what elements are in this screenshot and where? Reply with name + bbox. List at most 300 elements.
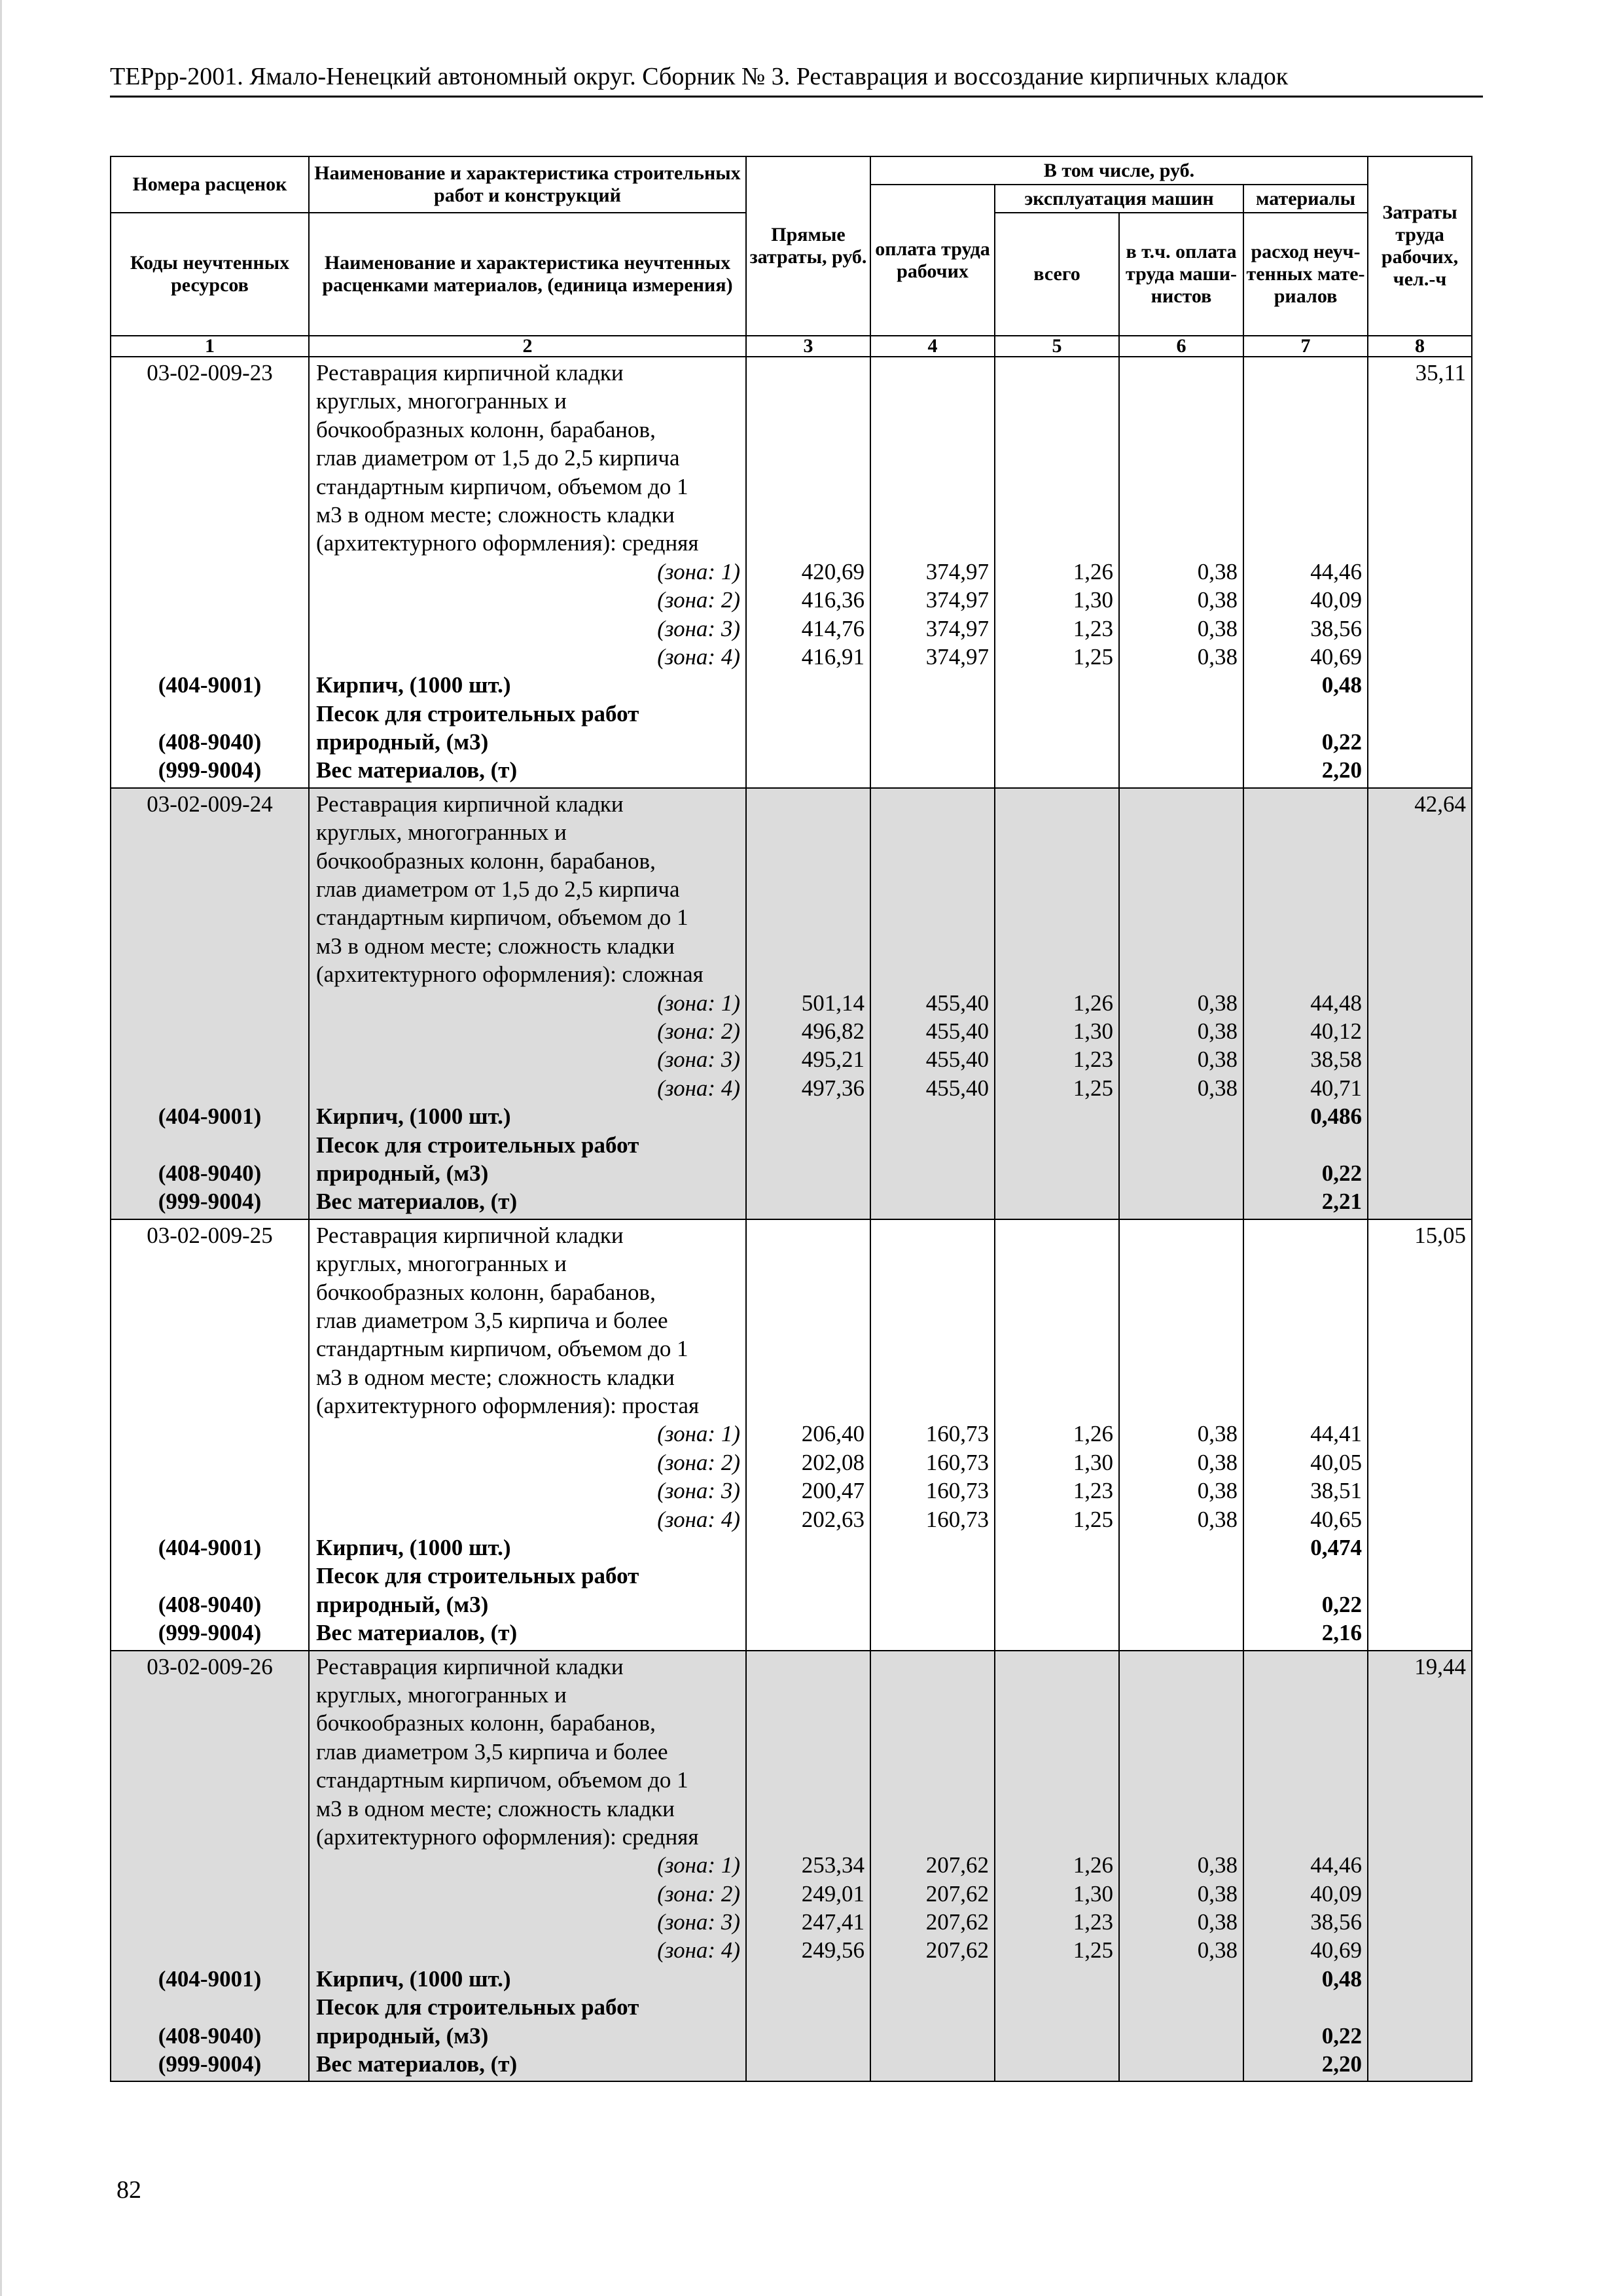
description-line: круглых, многогранных и — [316, 819, 567, 846]
wages-value: 207,62 — [925, 1909, 989, 1935]
labor-cell — [1368, 1651, 1472, 2082]
description-line: м3 в одном месте; сложность кладки — [316, 933, 675, 959]
description-line: (архитектурного оформления): простая — [316, 1393, 700, 1419]
direct-cost-cell — [746, 1651, 870, 2082]
spacer — [111, 643, 308, 671]
direct-cost: 414,76 — [801, 615, 865, 641]
rate-description-cell — [309, 788, 746, 1219]
machines-value: 1,23 — [1073, 1047, 1113, 1073]
resource-name: природный, (м3) — [316, 2022, 489, 2049]
resource-code: (408-9040) — [158, 1591, 262, 1617]
spacer — [995, 875, 1113, 903]
labor-value: 15,05 — [1414, 1222, 1467, 1248]
header-materials: материалы — [1243, 185, 1368, 213]
resource-name: Кирпич, (1000 шт.) — [316, 672, 511, 698]
spacer — [111, 1908, 308, 1936]
materials-value: 40,65 — [1310, 1506, 1363, 1532]
spacer — [871, 359, 989, 387]
header-including: В том числе, руб. — [870, 156, 1368, 185]
wages-value: 455,40 — [925, 1018, 989, 1044]
machines-value: 1,30 — [1073, 1018, 1113, 1044]
spacer — [1120, 473, 1238, 501]
rate-description-cell — [309, 1651, 746, 2082]
description-line: бочкообразных колонн, барабанов, — [316, 848, 656, 874]
spacer — [111, 1738, 308, 1766]
spacer — [871, 501, 989, 529]
resource-amount: 0,486 — [1310, 1103, 1363, 1130]
spacer — [871, 1335, 989, 1363]
spacer — [111, 960, 308, 988]
spacer — [111, 1045, 308, 1073]
machinist-value: 0,38 — [1197, 1018, 1238, 1044]
spacer — [1244, 1823, 1362, 1851]
zone-label: (зона: 2) — [657, 1018, 740, 1044]
resource-amount: 2,16 — [1321, 1620, 1363, 1646]
spacer — [995, 1363, 1113, 1391]
resource-name: Кирпич, (1000 шт.) — [316, 1103, 511, 1130]
spacer — [1244, 1391, 1362, 1420]
spacer — [1244, 1795, 1362, 1823]
machines-value: 1,30 — [1073, 1449, 1113, 1475]
spacer — [1244, 1993, 1362, 2021]
resource-name: Песок для строительных работ — [316, 1994, 639, 2020]
machines-value-cell — [995, 357, 1119, 788]
spacer — [1120, 875, 1238, 903]
spacer — [111, 1681, 308, 1709]
spacer — [995, 1653, 1113, 1681]
column-number: 8 — [1368, 336, 1472, 357]
zone-label: (зона: 3) — [657, 615, 740, 641]
direct-cost-cell — [746, 788, 870, 1219]
direct-cost: 200,47 — [801, 1478, 865, 1504]
machinist-value: 0,38 — [1197, 558, 1238, 584]
column-number: 4 — [870, 336, 995, 357]
machinist-value: 0,38 — [1197, 1506, 1238, 1532]
spacer — [747, 473, 865, 501]
spacer — [111, 1880, 308, 1908]
machinist-value: 0,38 — [1197, 1421, 1238, 1447]
spacer — [1120, 932, 1238, 960]
header-rate-numbers: Номера расценок — [111, 156, 309, 213]
direct-cost: 416,91 — [801, 643, 865, 670]
wages-value: 374,97 — [925, 587, 989, 613]
spacer — [1120, 1709, 1238, 1737]
spacer — [995, 416, 1113, 444]
spacer — [111, 1795, 308, 1823]
spacer — [747, 416, 865, 444]
description-line: (архитектурного оформления): средняя — [316, 1823, 699, 1850]
spacer — [1120, 359, 1238, 387]
machinist-value: 0,38 — [1197, 643, 1238, 670]
resource-code: (999-9004) — [158, 2051, 262, 2077]
spacer — [1120, 1306, 1238, 1335]
resource-code: (404-9001) — [158, 1103, 262, 1130]
resource-amount: 0,22 — [1321, 729, 1363, 755]
column-number: 5 — [995, 336, 1119, 357]
spacer — [1244, 903, 1362, 931]
spacer — [1244, 1681, 1362, 1709]
wages-value: 160,73 — [925, 1506, 989, 1532]
machinist-value: 0,38 — [1197, 615, 1238, 641]
machinist-value: 0,38 — [1197, 1937, 1238, 1964]
zone-label: (зона: 4) — [657, 1506, 740, 1532]
machines-value: 1,23 — [1073, 1909, 1113, 1935]
rate-code-cell — [111, 788, 309, 1219]
direct-cost: 206,40 — [801, 1421, 865, 1447]
materials-value: 44,46 — [1310, 558, 1363, 584]
materials-value: 40,12 — [1310, 1018, 1363, 1044]
description-line: бочкообразных колонн, барабанов, — [316, 416, 656, 442]
spacer — [995, 473, 1113, 501]
spacer — [111, 1709, 308, 1737]
machines-value: 1,25 — [1073, 1506, 1113, 1532]
wages-value: 207,62 — [925, 1852, 989, 1878]
spacer — [871, 1709, 989, 1737]
spacer — [1120, 818, 1238, 846]
spacer — [995, 1681, 1113, 1709]
materials-value-cell — [1243, 788, 1368, 1219]
zone-label: (зона: 3) — [657, 1047, 740, 1073]
materials-value: 40,69 — [1310, 643, 1363, 670]
wages-value: 160,73 — [925, 1449, 989, 1475]
spacer — [747, 903, 865, 931]
resource-amount: 0,474 — [1310, 1535, 1363, 1561]
column-number: 1 — [111, 336, 309, 357]
labor-value: 35,11 — [1415, 360, 1467, 386]
spacer — [111, 501, 308, 529]
spacer — [747, 1766, 865, 1794]
description-line: стандартным кирпичом, объемом до 1 — [316, 1336, 688, 1362]
labor-value: 19,44 — [1414, 1653, 1467, 1679]
resource-amount: 0,22 — [1321, 2022, 1363, 2049]
spacer — [871, 1681, 989, 1709]
zone-label: (зона: 3) — [657, 1478, 740, 1504]
spacer — [871, 875, 989, 903]
spacer — [111, 932, 308, 960]
spacer — [871, 1249, 989, 1278]
spacer — [1244, 1131, 1362, 1159]
wages-value-cell — [870, 357, 995, 788]
machines-value: 1,23 — [1073, 615, 1113, 641]
resource-name: природный, (м3) — [316, 1160, 489, 1186]
zone-label: (зона: 1) — [657, 1421, 740, 1447]
spacer — [747, 960, 865, 988]
spacer — [1244, 501, 1362, 529]
resource-amount: 0,22 — [1321, 1591, 1363, 1617]
direct-cost: 253,34 — [801, 1852, 865, 1878]
spacer — [995, 1221, 1113, 1249]
spacer — [747, 1278, 865, 1306]
spacer — [871, 932, 989, 960]
labor-value: 42,64 — [1414, 791, 1467, 817]
description-line: Реставрация кирпичной кладки — [316, 1222, 624, 1248]
spacer — [1120, 847, 1238, 875]
resource-amount: 2,20 — [1321, 2051, 1363, 2077]
spacer — [1120, 387, 1238, 415]
resource-name: Кирпич, (1000 шт.) — [316, 1535, 511, 1561]
spacer — [111, 615, 308, 643]
spacer — [995, 1795, 1113, 1823]
spacer — [871, 847, 989, 875]
rate-description-cell — [309, 357, 746, 788]
spacer — [1120, 1278, 1238, 1306]
spacer — [995, 444, 1113, 472]
description-line: круглых, многогранных и — [316, 1681, 567, 1708]
zone-label: (зона: 4) — [657, 643, 740, 670]
materials-value-cell — [1243, 1651, 1368, 2082]
spacer — [111, 558, 308, 586]
resource-name: Вес материалов, (т) — [316, 757, 518, 783]
spacer — [1244, 1709, 1362, 1737]
table-row — [111, 357, 1472, 788]
spacer — [995, 529, 1113, 557]
wages-value: 455,40 — [925, 1075, 989, 1101]
materials-value: 44,46 — [1310, 1852, 1363, 1878]
description-line: Реставрация кирпичной кладки — [316, 1653, 624, 1679]
spacer — [1120, 529, 1238, 557]
description-line: глав диаметром 3,5 кирпича и более — [316, 1307, 668, 1333]
rate-block — [111, 788, 1472, 1219]
spacer — [747, 1795, 865, 1823]
spacer — [1244, 790, 1362, 818]
spacer — [1244, 1738, 1362, 1766]
spacer — [1120, 1391, 1238, 1420]
resource-name: Песок для строительных работ — [316, 1132, 639, 1158]
description-line: стандартным кирпичом, объемом до 1 — [316, 905, 688, 931]
spacer — [747, 1335, 865, 1363]
zone-label: (зона: 4) — [657, 1075, 740, 1101]
spacer — [995, 1249, 1113, 1278]
description-line: м3 в одном месте; сложность кладки — [316, 501, 675, 528]
spacer — [871, 960, 989, 988]
resource-code: (999-9004) — [158, 757, 262, 783]
materials-value: 40,09 — [1310, 1880, 1363, 1907]
spacer — [871, 473, 989, 501]
header-rule — [110, 96, 1483, 98]
machines-value-cell — [995, 1651, 1119, 2082]
description-line: Реставрация кирпичной кладки — [316, 360, 624, 386]
spacer — [871, 444, 989, 472]
spacer — [995, 960, 1113, 988]
zone-label: (зона: 2) — [657, 587, 740, 613]
zone-label: (зона: 1) — [657, 990, 740, 1016]
spacer — [995, 903, 1113, 931]
materials-value: 40,09 — [1310, 587, 1363, 613]
column-number: 2 — [309, 336, 746, 357]
spacer — [747, 847, 865, 875]
spacer — [1120, 1681, 1238, 1709]
resource-amount: 0,48 — [1321, 1965, 1363, 1992]
spacer — [1244, 847, 1362, 875]
spacer — [995, 932, 1113, 960]
rate-code-cell — [111, 357, 309, 788]
spacer — [871, 1391, 989, 1420]
spacer — [871, 1823, 989, 1851]
resource-name: Песок для строительных работ — [316, 700, 639, 726]
spacer — [871, 1738, 989, 1766]
machinist-value: 0,38 — [1197, 1880, 1238, 1907]
spacer — [995, 387, 1113, 415]
spacer — [1120, 444, 1238, 472]
spacer — [747, 501, 865, 529]
resource-name: Вес материалов, (т) — [316, 2051, 518, 2077]
spacer — [1244, 1562, 1362, 1590]
spacer — [1244, 387, 1362, 415]
spacer — [1244, 1249, 1362, 1278]
direct-cost: 420,69 — [801, 558, 865, 584]
zone-label: (зона: 1) — [657, 1852, 740, 1878]
spacer — [1120, 1249, 1238, 1278]
spacer — [1120, 1221, 1238, 1249]
spacer — [111, 387, 308, 415]
spacer — [871, 1278, 989, 1306]
spacer — [747, 1391, 865, 1420]
materials-value: 44,41 — [1310, 1421, 1363, 1447]
spacer — [111, 586, 308, 614]
spacer — [995, 1766, 1113, 1794]
description-line: м3 в одном месте; сложность кладки — [316, 1795, 675, 1821]
spacer — [111, 700, 308, 728]
spacer — [747, 1681, 865, 1709]
description-line: (архитектурного оформления): средняя — [316, 530, 699, 556]
description-line: бочкообразных колонн, барабанов, — [316, 1710, 656, 1736]
spacer — [1244, 416, 1362, 444]
spacer — [747, 1363, 865, 1391]
spacer — [111, 1562, 308, 1590]
spacer — [1244, 444, 1362, 472]
machinist-value: 0,38 — [1197, 1449, 1238, 1475]
spacer — [747, 875, 865, 903]
machinist-value: 0,38 — [1197, 990, 1238, 1016]
resource-code: (408-9040) — [158, 1160, 262, 1186]
spacer — [871, 529, 989, 557]
spacer — [111, 1766, 308, 1794]
table-row — [111, 1651, 1472, 2082]
machines-value: 1,26 — [1073, 990, 1113, 1016]
table-row — [111, 1219, 1472, 1651]
wages-value: 160,73 — [925, 1478, 989, 1504]
column-number: 7 — [1243, 336, 1368, 357]
spacer — [111, 529, 308, 557]
spacer — [747, 1653, 865, 1681]
spacer — [1244, 1306, 1362, 1335]
spacer — [1244, 818, 1362, 846]
spacer — [747, 1221, 865, 1249]
spacer — [1120, 1653, 1238, 1681]
description-line: глав диаметром от 1,5 до 2,5 кирпича — [316, 876, 680, 903]
spacer — [747, 359, 865, 387]
spacer — [871, 1306, 989, 1335]
wages-value: 207,62 — [925, 1880, 989, 1907]
header-labor-costs: Затраты труда рабочих, чел.-ч — [1368, 156, 1472, 336]
machinist-value: 0,38 — [1197, 1075, 1238, 1101]
zone-label: (зона: 4) — [657, 1937, 740, 1964]
header-total: всего — [995, 213, 1119, 336]
rate-code-cell — [111, 1651, 309, 2082]
spacer — [111, 1249, 308, 1278]
spacer — [747, 818, 865, 846]
direct-cost: 497,36 — [801, 1075, 865, 1101]
materials-value: 40,71 — [1310, 1075, 1363, 1101]
page-number: 82 — [116, 2176, 141, 2204]
spacer — [1120, 903, 1238, 931]
spacer — [871, 1766, 989, 1794]
column-number: 3 — [746, 336, 870, 357]
direct-cost: 202,08 — [801, 1449, 865, 1475]
spacer — [111, 875, 308, 903]
spacer — [1244, 932, 1362, 960]
spacer — [871, 416, 989, 444]
rate-code: 03-02-009-25 — [147, 1222, 273, 1248]
spacer — [747, 1249, 865, 1278]
resource-amount: 2,21 — [1321, 1189, 1363, 1215]
spacer — [995, 1391, 1113, 1420]
machinist-value: 0,38 — [1197, 1852, 1238, 1878]
wages-value: 160,73 — [925, 1421, 989, 1447]
spacer — [1120, 501, 1238, 529]
resource-name: Вес материалов, (т) — [316, 1620, 518, 1646]
spacer — [111, 473, 308, 501]
machinist-value-cell — [1119, 788, 1243, 1219]
spacer — [995, 847, 1113, 875]
spacer — [1120, 1738, 1238, 1766]
materials-value: 38,56 — [1310, 615, 1363, 641]
spacer — [995, 1823, 1113, 1851]
header-material-name: Наименование и характеристика неучтенных расценками материалов, (единица измерения) — [309, 213, 746, 336]
rate-description-cell — [309, 1219, 746, 1651]
machines-value: 1,30 — [1073, 1880, 1113, 1907]
spacer — [111, 1131, 308, 1159]
direct-cost: 416,36 — [801, 587, 865, 613]
resource-code: (999-9004) — [158, 1189, 262, 1215]
spacer — [111, 903, 308, 931]
column-number: 6 — [1119, 336, 1243, 357]
labor-cell — [1368, 788, 1472, 1219]
description-line: (архитектурного оформления): сложная — [316, 961, 704, 988]
spacer — [995, 1738, 1113, 1766]
resource-code: (404-9001) — [158, 1535, 262, 1561]
spacer — [995, 1335, 1113, 1363]
spacer — [1120, 1363, 1238, 1391]
rate-code: 03-02-009-26 — [147, 1653, 273, 1679]
description-line: круглых, многогранных и — [316, 1251, 567, 1277]
direct-cost-cell — [746, 1219, 870, 1651]
rate-code-cell — [111, 1219, 309, 1651]
spacer — [1244, 1335, 1362, 1363]
spacer — [111, 1448, 308, 1477]
wages-value: 207,62 — [925, 1937, 989, 1964]
description-line: глав диаметром 3,5 кирпича и более — [316, 1738, 668, 1765]
spacer — [111, 1823, 308, 1851]
labor-cell — [1368, 1219, 1472, 1651]
materials-value-cell — [1243, 357, 1368, 788]
resource-code: (408-9040) — [158, 729, 262, 755]
direct-cost: 501,14 — [801, 990, 865, 1016]
materials-value: 38,56 — [1310, 1909, 1363, 1935]
wages-value-cell — [870, 1651, 995, 2082]
machinist-value-cell — [1119, 1651, 1243, 2082]
spacer — [995, 1278, 1113, 1306]
resource-code: (408-9040) — [158, 2022, 262, 2049]
spacer — [111, 989, 308, 1017]
spacer — [1120, 1823, 1238, 1851]
spacer — [111, 1936, 308, 1964]
header-work-name: Наименование и характеристика строительных работ и конструкций — [309, 156, 746, 213]
materials-value: 44,48 — [1310, 990, 1363, 1016]
direct-cost: 202,63 — [801, 1506, 865, 1532]
spacer — [111, 1306, 308, 1335]
description-line: стандартным кирпичом, объемом до 1 — [316, 1767, 688, 1793]
